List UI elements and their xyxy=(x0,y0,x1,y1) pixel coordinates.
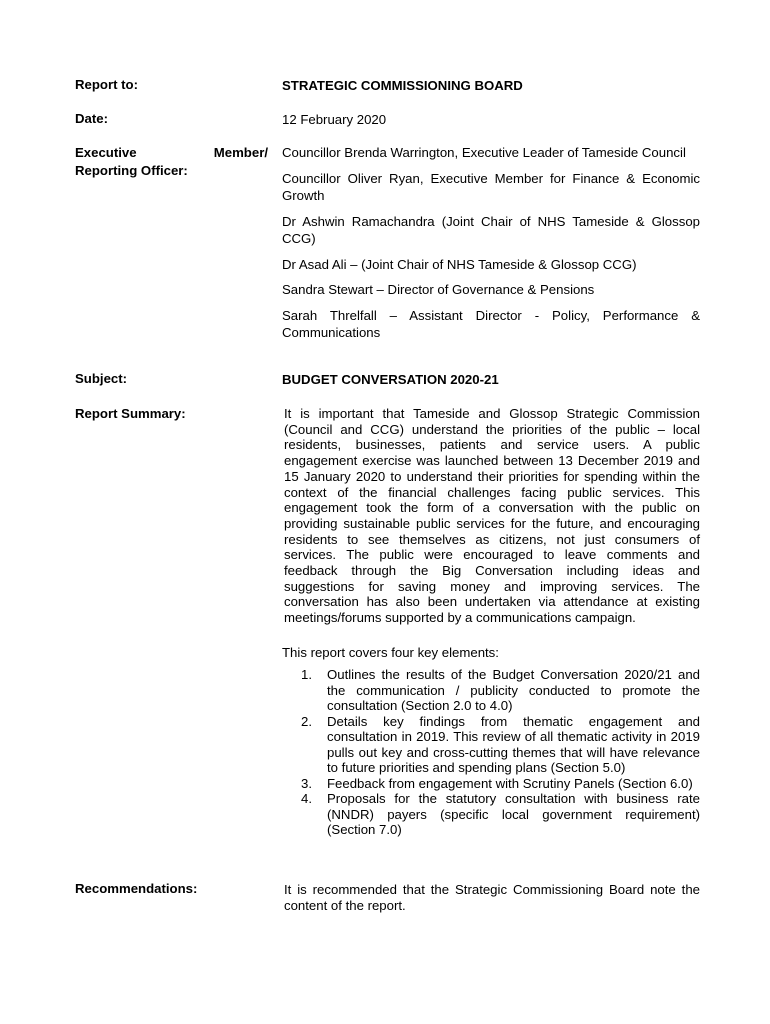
subject-value: BUDGET CONVERSATION 2020-21 xyxy=(282,372,499,387)
list-item-text: Proposals for the statutory consultation with business rate (NNDR) payers (specific local government requirement) (Section 7.0) xyxy=(327,791,700,837)
officer-item: Councillor Brenda Warrington, Executive Leader of Tameside Council xyxy=(282,145,686,160)
officer-item: Dr Asad Ali – (Joint Chair of NHS Tameside & Glossop CCG) xyxy=(282,256,637,272)
list-item-number: 4. xyxy=(301,791,312,806)
officers-label-part1: Executive xyxy=(75,145,137,160)
officers-label xyxy=(75,144,268,179)
recommendations-text: It is recommended that the Strategic Commissioning Board note the content of the report. xyxy=(284,882,700,913)
list-item xyxy=(285,667,700,714)
list-item-text: Outlines the results of the Budget Conversation 2020/21 and the communication / publicity conducted to promote the consultation (Section 2.0 to 4.0) xyxy=(327,667,700,713)
covers-intro: This report covers four key elements: xyxy=(282,645,499,660)
recommendations-label: Recommendations: xyxy=(75,881,198,896)
list-item-text: Feedback from engagement with Scrutiny Panels (Section 6.0) xyxy=(327,775,693,791)
report-to-label: Report to: xyxy=(75,77,138,92)
subject-label: Subject: xyxy=(75,371,128,386)
report-summary-label: Report Summary: xyxy=(75,406,186,421)
officer-item: Sandra Stewart – Director of Governance & Pensions xyxy=(282,282,595,297)
report-to-value: STRATEGIC COMMISSIONING BOARD xyxy=(282,78,523,93)
date-value: 12 February 2020 xyxy=(282,112,387,127)
officers-label-line2: Reporting Officer: xyxy=(75,162,188,178)
officer-item: Councillor Oliver Ryan, Executive Member for Finance & Economic Growth xyxy=(282,170,700,203)
list-item-number: 2. xyxy=(301,713,312,729)
date-label: Date: xyxy=(75,111,108,126)
list-item-number: 3. xyxy=(301,775,312,791)
officer-item: Dr Ashwin Ramachandra (Joint Chair of NHS Tameside & Glossop CCG) xyxy=(282,213,700,246)
list-item-text: Details key findings from thematic engagement and consultation in 2019. This review of all thematic activity in 2019 pulls out key and cross-cutting themes that will have relevance to future priorities and spending plans (Section 5.0) xyxy=(327,713,700,775)
officers-list xyxy=(282,144,700,350)
list-item xyxy=(285,791,700,838)
list-item-number: 1. xyxy=(301,667,312,682)
officer-item: Sarah Threlfall – Assistant Director - Policy, Performance & Communications xyxy=(282,307,700,340)
list-item xyxy=(285,776,700,792)
key-elements-list xyxy=(285,667,700,838)
list-item xyxy=(285,714,700,776)
officers-label-part2: Member/ xyxy=(213,145,268,160)
report-summary-paragraph: It is important that Tameside and Glossop Strategic Commission (Council and CCG) understand the priorities of the public – local residents, businesses, patients and service users. A public engagement exercise was launched between 13 December 2019 and 15 January 2020 to understand their priorities for spending within the context of the financial challenges facing public services. This engagement took the form of a conversation with the public on providing sustainable public services for the future, and encouraging residents to see themselves as citizens, not just consumers of services. The public were encouraged to leave comments and feedback through the Big Conversation including ideas and suggestions for saving money and improving services. The conversation has also been undertaken via attendance at existing meetings/forums supported by a communications campaign. xyxy=(284,406,700,626)
